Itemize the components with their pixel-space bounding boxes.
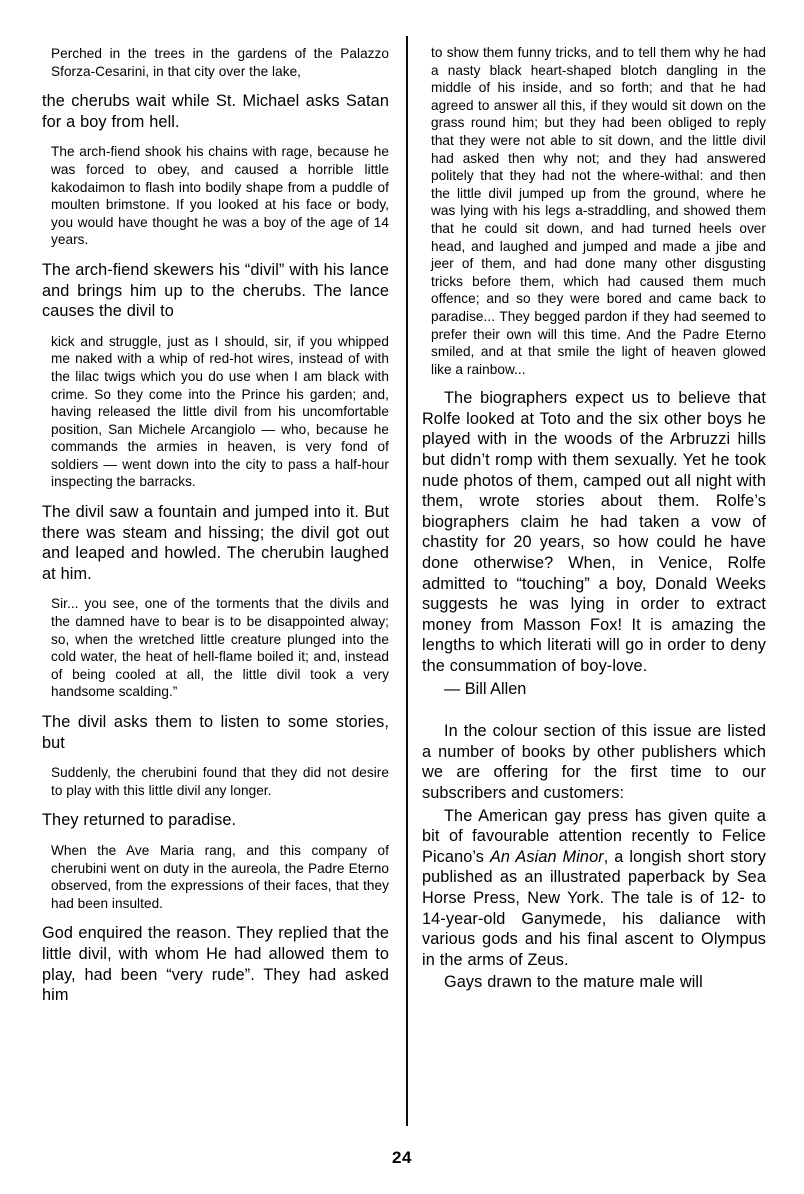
review-text-after: , a longish short story published as an illustrated paperback by Sea Horse Press, New York. The tale is of 12- to 14-year-old Ganymede, his daliance with various gods and his final ascent to Olympus in the arms of Zeus. xyxy=(422,847,766,969)
block-quote: Suddenly, the cherubini found that they did not desire to play with this little divil any longer. xyxy=(51,765,389,798)
right-column xyxy=(402,34,804,995)
editorial-paragraph: the cherubs wait while St. Michael asks Satan for a boy from hell. xyxy=(42,92,389,131)
block-quote: The arch-fiend shook his chains with rage, because he was forced to obey, and caused a horrible little kakodaimon to flash into bodily shape from a puddle of moulten brimstone. If you looked at his face or body, you would have thought he was a boy of the age of 14 years. xyxy=(51,144,389,248)
block-quote: to show them funny tricks, and to tell them why he had a nasty black heart-shaped blotch dangling in the middle of his inside, and so forth; and that he had agreed to answer all this, if they would sit down on the grass round him; but they had been obliged to reply that they were not able to sit down, and the little divil had asked then why not; and they had answered politely that they had not the where-withal: and then the little divil jumped up from the ground, where he was lying with his legs a-straddling, and showed them that he could sit down, and had turned heels over head, and laughed and jumped and made a jibe and jeer of them, and had done many other disgusting tricks before them, which had caused them much offence; and so they were bored and came back to paradise... They begged pardon if they had seemed to prefer their own will this time. And the Padre Eterno smiled, and at that smile the light of heaven glowed like a rainbow... xyxy=(431,45,766,377)
book-title: An Asian Minor xyxy=(489,847,604,866)
article-byline: — Bill Allen xyxy=(444,679,527,698)
two-column-text-body xyxy=(0,34,804,1134)
editorial-paragraph: The biographers expect us to believe that Rolfe looked at Toto and the six other boys he played with in the woods of the Arbruzzi hills but didn’t romp with them sexually. Yet he took nude photos of them, camped out all night with them, wrote stories about them. Rolfe’s biographers claim he had taken a vow of chastity for 20 years, so how could he have done otherwise? When, in Venice, Rolfe admitted to “touching” a boy, Donald Weeks suggests he was lying in order to extract money from Masson Fox! It is amazing the lengths to which literati will go in order to deny the consummation of boy-love. xyxy=(422,389,766,675)
block-quote: Sir... you see, one of the torments that the divils and the damned have to bear is to be disappointed alway; so, when the wretched little creature plunged into the cold water, the heat of hell-flame boiled it; and, instead of being cooled at all, the little divil took a very handsome scalding.” xyxy=(51,596,389,700)
review-text-before: The American gay press has given quite a bit of favourable attention recently to Felice Picano’s xyxy=(422,806,766,866)
editorial-paragraph: God enquired the reason. They replied that the little divil, with whom He had allowed them to play, had been “very rude”. They had asked him xyxy=(42,924,389,1005)
editorial-paragraph: In the colour section of this issue are listed a number of books by other publishers which we are offering for the first time to our subscribers and customers: xyxy=(422,722,766,802)
left-column xyxy=(0,34,402,1008)
editorial-paragraph: Gays drawn to the mature male will xyxy=(444,973,703,992)
page-number: 24 xyxy=(392,1148,412,1167)
editorial-paragraph: They returned to paradise. xyxy=(42,811,237,830)
block-quote: When the Ave Maria rang, and this company of cherubini went on duty in the aureola, the Padre Eterno observed, from the expressions of their faces, that they had been insulted. xyxy=(51,842,389,911)
block-quote: Perched in the trees in the gardens of the Palazzo Sforza-Cesarini, in that city over the lake, xyxy=(51,46,389,79)
section-spacer xyxy=(422,699,766,721)
editorial-paragraph: The divil asks them to listen to some stories, but xyxy=(42,713,389,752)
book-review-paragraph xyxy=(422,806,766,971)
block-quote: kick and struggle, just as I should, sir, if you whipped me naked with a whip of red-hot wires, instead of with the lilac twigs which you do use when I am black with crime. So they come into the Prince his garden; and, having released the little divil from his uncomfortable position, San Michele Arcangiolo — who, because he commands the armies in heaven, is very fond of soldiers — went down into the city to pass a half-hour inspecting the barracks. xyxy=(51,333,389,490)
editorial-paragraph: The divil saw a fountain and jumped into it. But there was steam and hissing; the divil got out and leaped and howled. The cherubin laughed at him. xyxy=(42,503,389,583)
editorial-paragraph: The arch-fiend skewers his “divil” with his lance and brings him up to the cherubs. The lance causes the divil to xyxy=(42,260,389,321)
